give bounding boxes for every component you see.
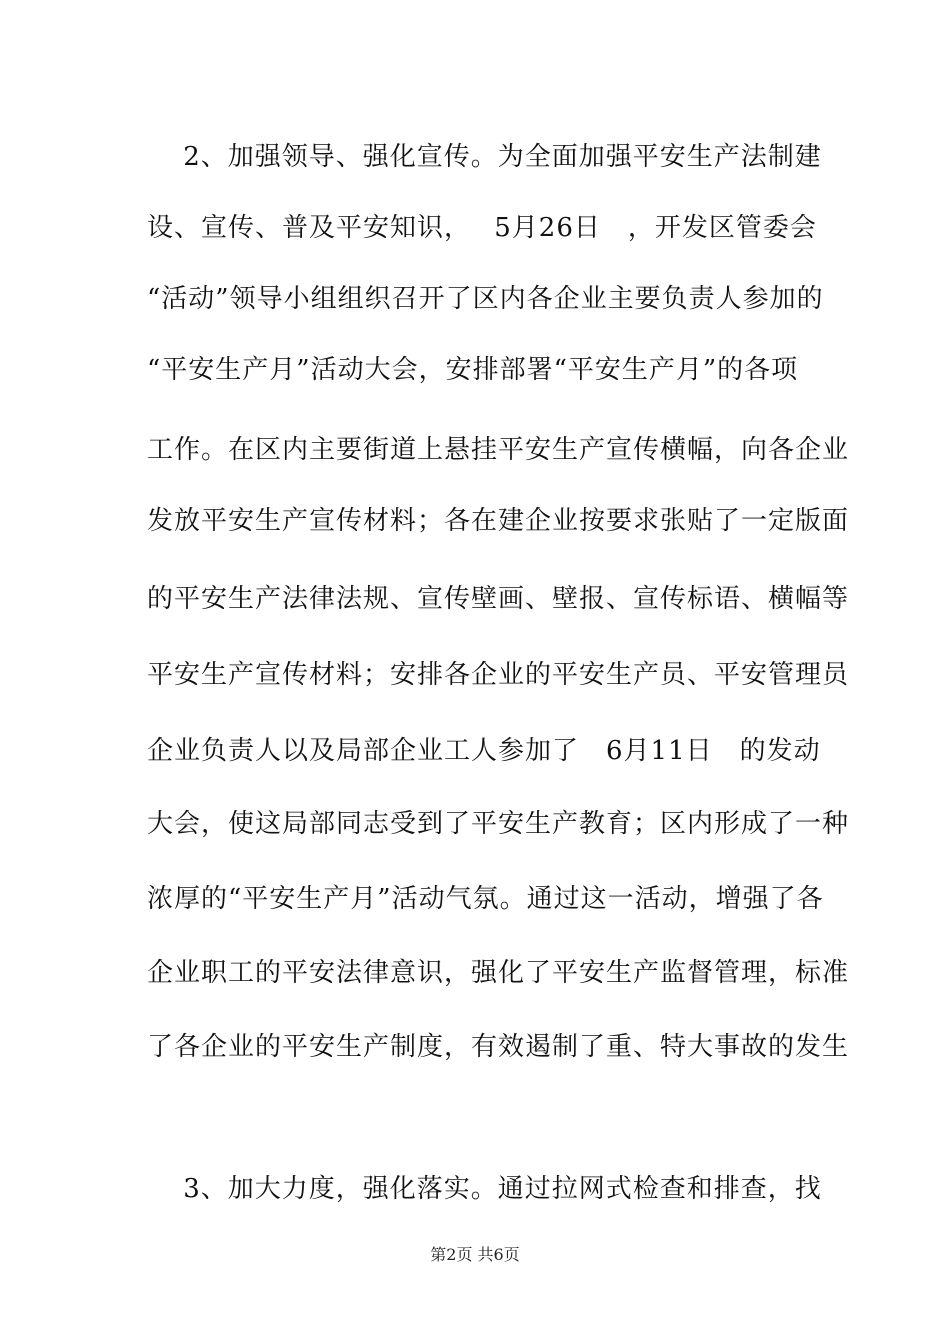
paragraph-2-line-3: “活动”领导小组组织召开了区内各企业主要负责人参加的: [147, 284, 824, 314]
paragraph-2-line-13: 了各企业的平安生产制度，有效遏制了重、特大事故的发生: [147, 1032, 850, 1062]
paragraph-2-line-9: 企业负责人以及局部企业工人参加了 6月11日 的发动: [147, 736, 821, 766]
paragraph-2-line-1: 2、加强领导、强化宣传。为全面加强平安生产法制建: [147, 142, 822, 172]
page-footer: 第2页 共6页: [430, 1245, 520, 1264]
paragraph-2-line-2: 设、宣传、普及平安知识， 5月26日 ，开发区管委会: [147, 213, 817, 243]
paragraph-2-line-11: 浓厚的“平安生产月”活动气氛。通过这一活动，增强了各: [147, 884, 824, 914]
paragraph-2-line-10: 大会，使这局部同志受到了平安生产教育；区内形成了一种: [147, 809, 850, 839]
paragraph-2-line-6: 发放平安生产宣传材料；各在建企业按要求张贴了一定版面: [147, 506, 850, 536]
paragraph-2-line-8: 平安生产宣传材料；安排各企业的平安生产员、平安管理员: [147, 660, 850, 690]
paragraph-2-line-7: 的平安生产法律法规、宣传壁画、壁报、宣传标语、横幅等: [147, 584, 850, 614]
paragraph-2-line-5: 工作。在区内主要街道上悬挂平安生产宣传横幅，向各企业: [147, 435, 850, 465]
paragraph-3-line-1: 3、加大力度，强化落实。通过拉网式检查和排查，找: [147, 1174, 822, 1204]
paragraph-2-line-4: “平安生产月”活动大会，安排部署“平安生产月”的各项: [147, 355, 799, 385]
paragraph-2-line-12: 企业职工的平安法律意识，强化了平安生产监督管理，标准: [147, 958, 850, 988]
